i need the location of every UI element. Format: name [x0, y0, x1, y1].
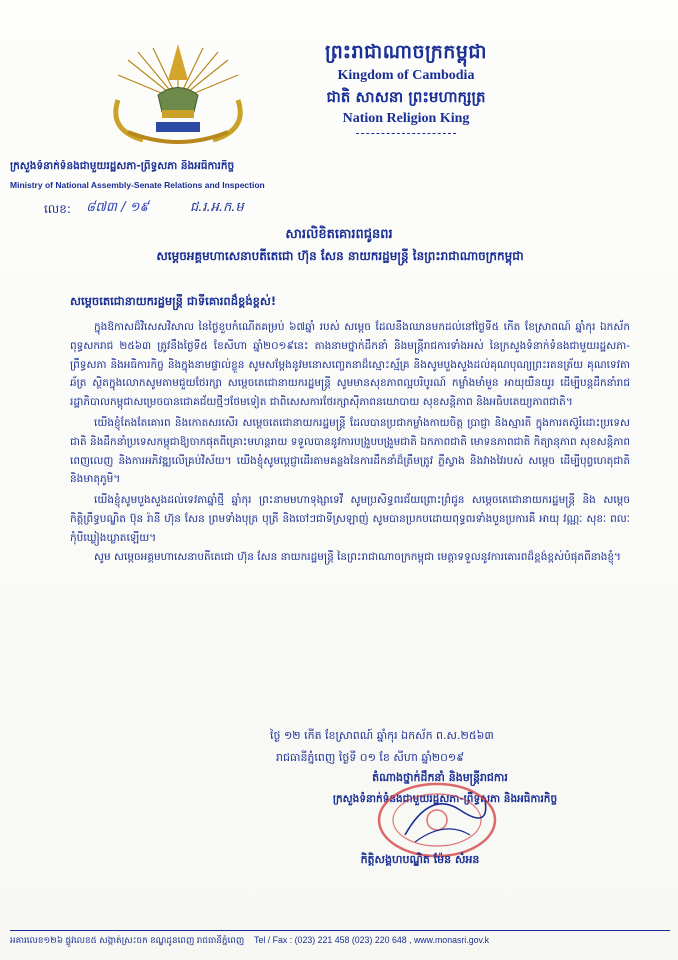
- kingdom-name-kh: ព្រះរាជាណាចក្រកម្ពុជា: [325, 41, 487, 63]
- footer: [10, 935, 670, 948]
- letter-title: សារលិខិតគោរពជូនពរ: [285, 227, 393, 242]
- reference-code: ជ.រ.អ.ក.ម: [190, 200, 244, 215]
- ministry-name-kh: ក្រសួងទំនាក់ទំនងជាមួយរដ្ឋសភា-ព្រឹទ្ធសភា និងអធិការកិច្ច: [10, 160, 235, 172]
- salutation: សម្តេចតេជោនាយករដ្ឋមន្ត្រី ជាទីគោរពដ៏ខ្ពង់ខ្ពស់!: [70, 294, 277, 308]
- paragraph-1: ក្នុងឱកាសដ៏វិសេសវិសាល នៃថ្ងៃខួបកំណើតគម្រប់ ៦៧ឆ្នាំ របស់ សម្តេច ដែលនឹងឈានមកដល់នៅថ្ងៃទី៥ កើត ខែស្រាពណ៍ ឆ្នាំកុរ ឯកស័ក ពុទ្ធសករាជ ២៥៦៣ ត្រូវនឹងថ្ងៃទី៥ ខែសីហា ឆ្នាំ២០១៩នេះ តាងនាមថ្នាក់ដឹកនាំ និងមន្ត្រីរាជការទាំងអស់ នៃក្រសួងទំនាក់ទំនងជាមួយរដ្ឋសភា-ព្រឹទ្ធសភា និងអធិការកិច្ច និងក្នុងនាមផ្ទាល់ខ្លួន សូមសម្តែងនូវមនោសញ្ចេតនាដ៏ស្មោះស្ម័គ្រ និងសូមបួងសួងដល់គុណបុណ្យព្រះរតនត្រ័យ គុណទេវតាឆ័ត្រ ស្ថិតក្នុងលោកសូមតាមជួយថែរក្សា សម្តេចតេជោនាយករដ្ឋមន្ត្រី សូមមានសុខភាពល្អបរិបូរណ៍ កម្លាំងមាំមួន អាយុយឺនយូរ ដើម្បីបន្តដឹកនាំរាជរដ្ឋាភិបាលកម្ពុជាសម្រេចបានជោគជ័យថ្មីៗថែមទៀត ជាពិសេសការថែរក្សាស៊ីភាពនយោបាយ សុខសន្តិភាព និងអធិបតេយ្យភាពជាតិ។: [70, 321, 630, 409]
- letter-body: [70, 318, 630, 566]
- letter-recipient: សម្តេចអគ្គមហាសេនាបតីតេជោ ហ៊ុន សែន នាយករដ្ឋមន្ត្រី នៃព្រះរាជាណាចក្រកម្ពុជា: [156, 249, 524, 263]
- paragraph-3: យើងខ្ញុំសូមបួងសួងដល់ទេវតាឆ្នាំថ្មី ឆ្នាំកុរ ព្រះនាមមហាទុង្សាទេវី សូមប្រសិទ្ធពរជ័យព្រោះព្រំជូន សម្តេចតេជោនាយករដ្ឋមន្ត្រី និង សម្តេចកិត្តិព្រឹទ្ធបណ្ឌិត ប៊ុន រ៉ានី ហ៊ុន សែន ព្រមទាំងបុត្រ បុត្រី និងចៅៗជាទីស្រឡាញ់ សូមបានប្រកបដោយពុទ្ធពរទាំងបួនប្រការគឺ អាយុ វណ្ណៈ សុខៈ ពលៈ កុំបីឃ្លៀងឃ្លាតឡើយ។: [70, 494, 630, 544]
- reference-label: លេខ:: [44, 202, 71, 216]
- kingdom-name-en: Kingdom of Cambodia: [337, 68, 475, 83]
- footer-address: អគារលេខ១២៦ ផ្លូវលេខ៥ សង្កាត់ស្រះចក ខណ្ឌដូនពេញ រាជធានីភ្នំពេញ: [10, 935, 245, 945]
- footer-divider: [10, 930, 670, 931]
- signer-name: កិត្តិសង្គហបណ្ឌិត ម៉ែន សំអន: [360, 853, 480, 866]
- motto-divider: [356, 133, 456, 134]
- signatory-ministry: ក្រសួងទំនាក់ទំនងជាមួយរដ្ឋសភា-ព្រឹទ្ធសភា និងអធិការកិច្ច: [332, 793, 558, 805]
- official-seal-icon: [375, 780, 500, 860]
- ministry-name-en: Ministry of National Assembly-Senate Relations and Inspection: [10, 180, 265, 190]
- paragraph-4: សូម សម្តេចអគ្គមហាសេនាបតីតេជោ ហ៊ុន សែន នាយករដ្ឋមន្ត្រី នៃព្រះរាជាណាចក្រកម្ពុជា មេត្តាទទួលនូវការគោរពដ៏ខ្ពង់ខ្ពស់បំផុតពីនាងខ្ញុំ។: [94, 550, 621, 563]
- motto-en: Nation Religion King: [342, 111, 470, 126]
- reference-number: ៨៧៣ / ១៩: [86, 200, 149, 215]
- lunar-date: ថ្ងៃ ១២ កើត ខែស្រាពណ៍ ឆ្នាំកុរ ឯកស័ក ព.ស.២៥៦៣: [270, 729, 494, 742]
- signatory-title: តំណាងថ្នាក់ដឹកនាំ និងមន្ត្រីរាជការ: [372, 771, 508, 784]
- footer-contact: Tel / Fax : (023) 221 458 (023) 220 648 , www.monasri.gov.k: [254, 935, 490, 945]
- paragraph-2: យើងខ្ញុំតែងតែគោរព និងកោតសរសើរ សម្តេចតេជោនាយករដ្ឋមន្ត្រី ដែលបានប្រជាកម្លាំងកាយចិត្ត ប្រាជ្ញា និងស្មារតី ក្នុងការតស៊ូរំដោះប្រទេសជាតិ និងដឹកនាំប្រទេសកម្ពុជាឱ្យចាកផុតពីគ្រោះមហន្តរាយ ទទួលបាននូវការបង្រួបបង្រួមជាតិ ឯកភាពជាតិ មោទនភាពជាតិ កិត្យានុភាព សុខសន្តិភាពពេញលេញ និងការអភិវឌ្ឍលើគ្រប់វិស័យ។ យើងខ្ញុំសូមប្តេជ្ញាដើរតាមគន្លងនៃការដឹកនាំដ៏ត្រឹមត្រូវ ភ្លឺស្វាង និងវាងវៃរបស់ សម្តេច ដើម្បីបុព្វហេតុជាតិ និងមាតុភូមិ។: [70, 416, 630, 486]
- motto-kh: ជាតិ សាសនា ព្រះមហាក្សត្រ: [326, 88, 486, 106]
- solar-date: រាជធានីភ្នំពេញ ថ្ងៃទី ០១ ខែ សីហា ឆ្នាំ២០១៩: [276, 751, 465, 764]
- ministry-emblem-icon: [98, 40, 258, 155]
